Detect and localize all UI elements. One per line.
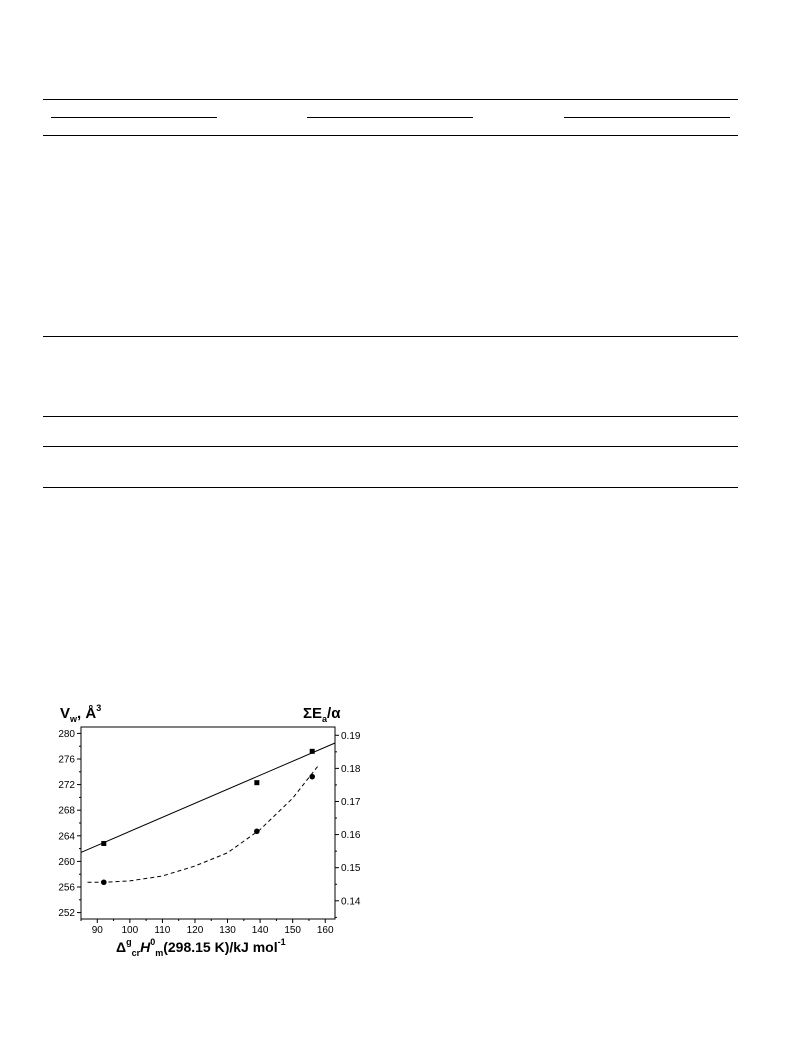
y-right-axis-title: $\Sigma E_a/\alpha$ bbox=[303, 705, 341, 724]
y-left-tick-label-268: 268 bbox=[58, 805, 75, 817]
y-left-tick-label-276: 276 bbox=[58, 754, 75, 766]
x-axis-title: $\Delta^g_{cr}H^0_m(298.15$ K)/kJ mol$^{-1}$ bbox=[116, 937, 286, 958]
y-left-tick-label-264: 264 bbox=[58, 831, 75, 843]
y-left-tick-label-256: 256 bbox=[58, 882, 75, 894]
x-tick-label-90: 90 bbox=[91, 925, 103, 936]
y-left-tick-label-272: 272 bbox=[58, 780, 75, 792]
y-left-tick-label-260: 260 bbox=[58, 856, 75, 868]
series-2-fit-line bbox=[88, 765, 319, 882]
series-1-point bbox=[310, 749, 315, 754]
series-1-fit-line bbox=[81, 743, 335, 852]
y-right-tick-label-0.15: 0.15 bbox=[341, 863, 361, 875]
x-tick-label-140: 140 bbox=[251, 925, 269, 936]
series-2-point bbox=[254, 828, 260, 834]
plot-frame bbox=[81, 727, 335, 919]
series-1-point bbox=[101, 841, 106, 846]
y-left-tick-label-252: 252 bbox=[58, 908, 75, 920]
series-2-point bbox=[101, 879, 107, 885]
x-tick-label-160: 160 bbox=[316, 925, 334, 936]
y-right-tick-label-0.14: 0.14 bbox=[341, 896, 361, 908]
table-subheader-rule-3 bbox=[564, 117, 730, 118]
y-right-tick-label-0.17: 0.17 bbox=[341, 796, 361, 808]
table-section-rule-2 bbox=[43, 416, 738, 417]
x-tick-label-110: 110 bbox=[154, 925, 171, 936]
table-bottom-rule bbox=[43, 487, 738, 488]
x-tick-label-120: 120 bbox=[186, 925, 204, 936]
series-2-point bbox=[309, 774, 315, 780]
y-left-axis-title: $V_w$, $Å^3$ bbox=[60, 703, 102, 724]
table-header-rule bbox=[43, 135, 738, 136]
dual-axis-scatter-chart bbox=[50, 695, 370, 965]
x-tick-label-150: 150 bbox=[284, 925, 302, 936]
x-tick-label-100: 100 bbox=[121, 925, 139, 936]
y-left-tick-label-280: 280 bbox=[58, 728, 75, 740]
y-right-tick-label-0.16: 0.16 bbox=[341, 830, 361, 842]
x-tick-label-130: 130 bbox=[219, 925, 236, 936]
table-subheader-rule-1 bbox=[51, 117, 217, 118]
table-top-rule bbox=[43, 99, 738, 100]
y-right-tick-label-0.18: 0.18 bbox=[341, 763, 361, 775]
table-subheader-rule-2 bbox=[307, 117, 473, 118]
series-1-point bbox=[254, 780, 259, 785]
table-section-rule-3 bbox=[43, 446, 738, 447]
y-right-tick-label-0.19: 0.19 bbox=[341, 730, 361, 742]
table-section-rule-1 bbox=[43, 336, 738, 337]
